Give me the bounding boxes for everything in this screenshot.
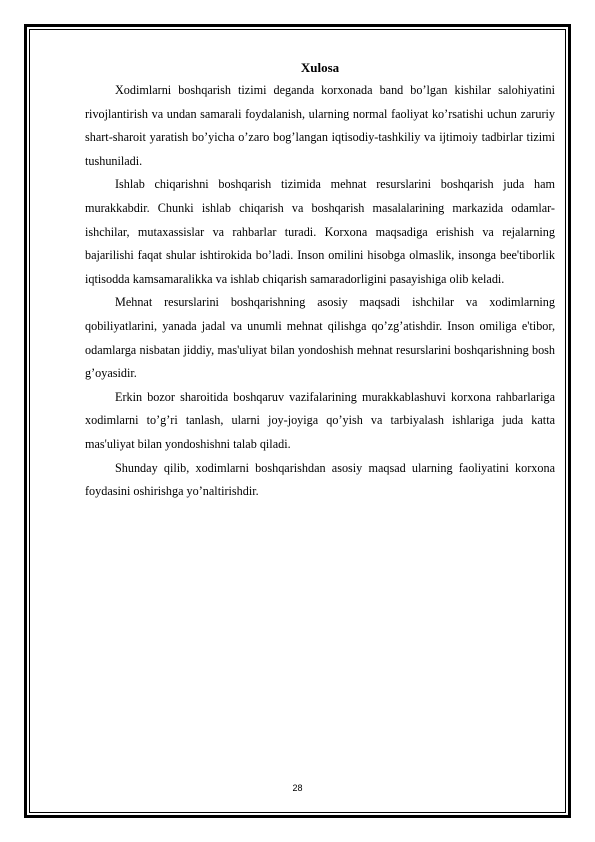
page-title: Xulosa bbox=[300, 60, 340, 75]
paragraph-4: Erkin bozor sharoitida boshqaruv vazifalarining murakkablashuvi korxona rahbarlariga xodimlarni to’g’ri tanlash, ularni joy-joyiga qo’yish va tarbiyalash ishlariga juda katta mas'uliyat bilan yondoshishni talab qiladi. bbox=[85, 389, 555, 451]
page-number: 28 bbox=[292, 783, 303, 793]
paragraph-3: Mehnat resurslarini boshqarishning asosiy maqsadi ishchilar va xodimlarning qobiliyatlarini, yanada jadal va unumli mehnat qilishga qo’zg’atishdir. Inson omiliga e'tibor, odamlarga nisbatan jiddiy, mas'uliyat bilan yondoshish mehnat resurslarini boshqarishning bosh g’oyasidir. bbox=[85, 295, 555, 381]
paragraph-1: Xodimlarni boshqarish tizimi deganda korxonada band bo’lgan kishilar salohiyatini rivojlantirish va undan samarali foydalanish, ularning normal faoliyat ko’rsatishi uchun zaruriy shart-sharoit yaratish bo’yicha o’zaro bog’langan iqtisodiy-tashkiliy va ijtimoiy tadbirlar tizimi tushuniladi. bbox=[85, 83, 555, 168]
paragraph-5: Shunday qilib, xodimlarni boshqarishdan asosiy maqsad ularning faoliyatini korxona foydasini oshirishga yo’naltirishdir. bbox=[85, 460, 555, 499]
document-body bbox=[85, 58, 555, 504]
paragraph-2: Ishlab chiqarishni boshqarish tizimida mehnat resurslarini boshqarish juda ham murakkabdir. Chunki ishlab chiqarish va boshqarish masalalarining markazida odamlar-ishchilar, mutaxassislar va rahbarlar turadi. Korxona maqsadiga erishish va rejalarning bajarilishi faqat shular ishtirokida bo’ladi. Inson omilini hisobga olmaslik, insonga bee'tiborlik iqtisodda kamsamaralikka va ishlab chiqarish samaradorligini pasayishiga olib keladi. bbox=[85, 177, 555, 286]
